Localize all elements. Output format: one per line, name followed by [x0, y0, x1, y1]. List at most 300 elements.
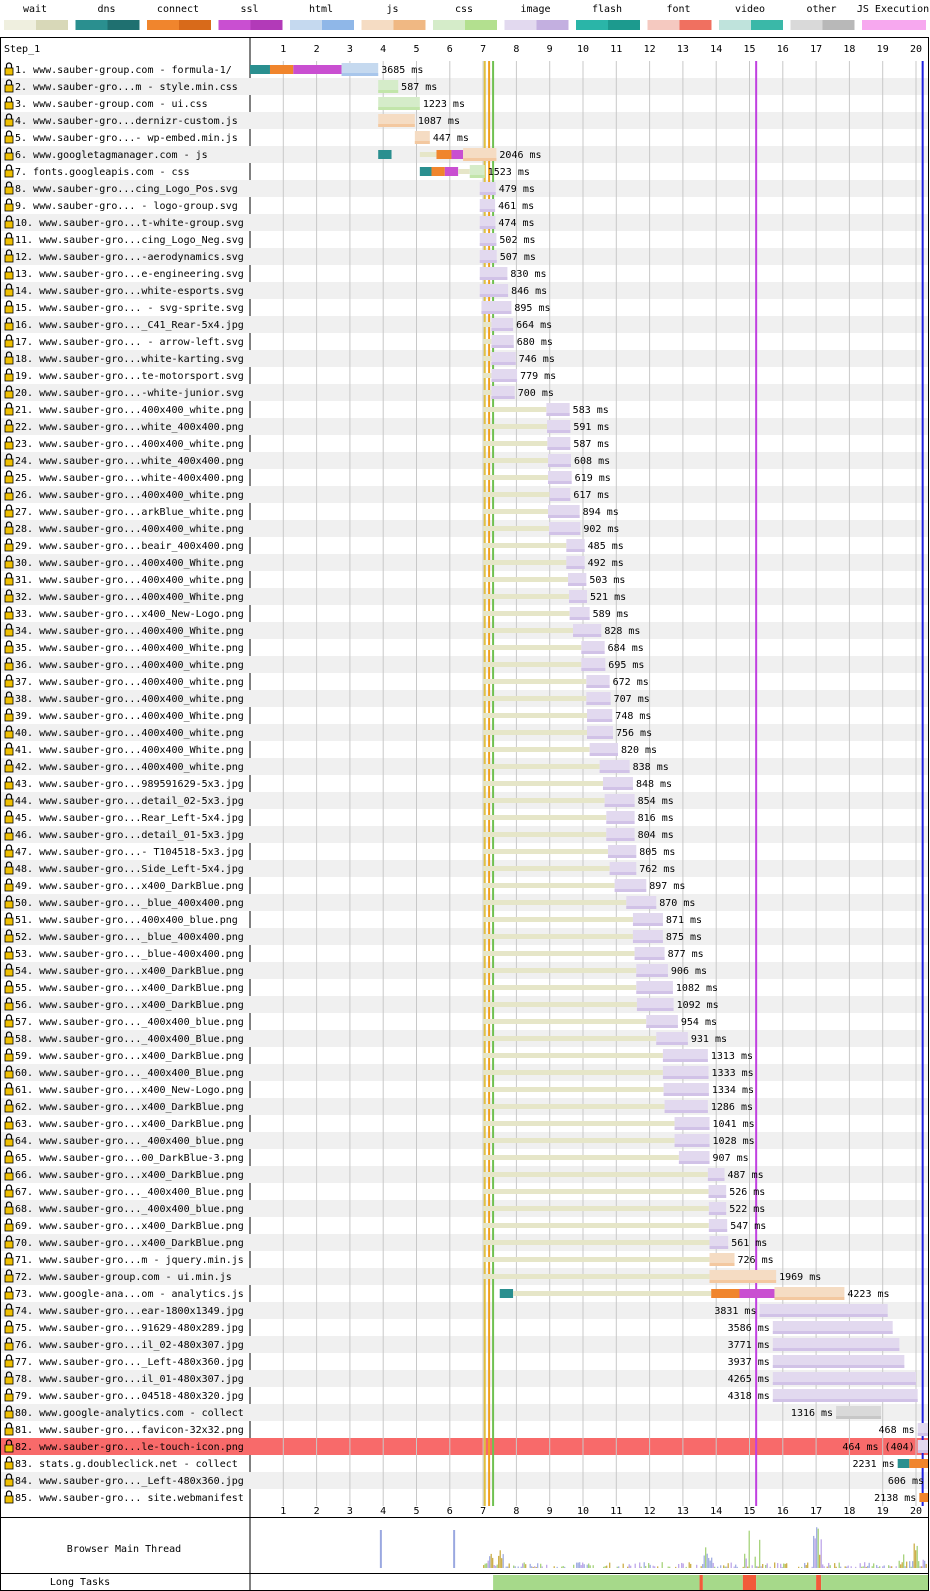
request-bar [480, 284, 547, 297]
thread-spike [644, 1562, 645, 1568]
lock-icon [5, 63, 13, 75]
bar-segment [483, 356, 491, 361]
thread-spike [728, 1563, 729, 1568]
request-label: 41. www.sauber-gro...400x400_White.png [15, 745, 244, 756]
request-label: 52. www.sauber-gro..._blue_400x400.png [15, 932, 244, 943]
duration-label: 447 ms [432, 133, 469, 144]
request-label: 82. www.sauber-gro...le-touch-icon.png [15, 1442, 244, 1453]
lock-icon [5, 1117, 13, 1129]
legend-swatch-light [505, 20, 537, 30]
bar-segment [483, 475, 548, 480]
thread-spike [681, 1563, 682, 1568]
thread-spike [864, 1562, 865, 1568]
duration-label: 695 ms [608, 660, 645, 671]
duration-label: 1223 ms [422, 99, 465, 110]
thread-spike [827, 1567, 828, 1568]
bar-segment [919, 1493, 928, 1502]
bar-segment [483, 628, 573, 633]
duration-label: 1316 ms [790, 1408, 834, 1419]
request-label: 7. fonts.googleapis.com - css [15, 167, 190, 178]
thread-spike [845, 1566, 846, 1568]
bar-segment-shade [491, 345, 513, 348]
legend-swatch-dark [751, 20, 783, 30]
bar-segment [483, 339, 491, 344]
request-label: 45. www.sauber-gro...Rear_Left-5x4.jpg [15, 813, 244, 824]
bar-segment-shade [570, 617, 590, 620]
thread-spike [518, 1566, 519, 1568]
thread-spike [912, 1561, 913, 1568]
duration-label: 4265 ms [727, 1374, 770, 1385]
bar-segment [483, 1257, 709, 1262]
request-bar [714, 1304, 887, 1317]
thread-spike [900, 1564, 901, 1568]
lock-icon [5, 1389, 13, 1401]
thread-spike [918, 1561, 919, 1568]
request-label: 16. www.sauber-gro..._C41_Rear-5x4.jpg [15, 320, 244, 331]
legend-swatch-dark [179, 20, 211, 30]
thread-spike [777, 1563, 778, 1568]
thread-spike [872, 1566, 873, 1568]
request-label: 78. www.sauber-gro...il_01-480x307.jpg [15, 1374, 244, 1385]
thread-spike [557, 1567, 558, 1568]
tick-label: 11 [610, 1506, 623, 1517]
bar-segment-shade [481, 311, 511, 314]
bar-segment-shade [463, 158, 496, 161]
duration-label: 487 ms [727, 1170, 764, 1181]
thread-spike [920, 1566, 921, 1568]
bar-segment [500, 1289, 513, 1298]
thread-spike [453, 1530, 455, 1568]
bar-segment-shade [480, 277, 508, 280]
request-bar [483, 709, 651, 722]
duration-label: 816 ms [637, 813, 674, 824]
request-bar [483, 539, 624, 552]
lock-icon [5, 913, 13, 925]
time-ticks-bottom [280, 1506, 922, 1517]
bar-segment [483, 849, 608, 854]
legend-label: css [454, 4, 474, 15]
thread-spike [860, 1563, 861, 1568]
legend-swatch-dark [894, 20, 926, 30]
lock-icon [5, 743, 13, 755]
tick-label: 7 [480, 44, 487, 55]
thread-spike [774, 1562, 775, 1568]
thread-spike [503, 1554, 504, 1568]
bar-segment-shade [480, 294, 508, 297]
thread-spike [822, 1564, 823, 1568]
tick-label: 3 [346, 44, 353, 55]
thread-spike [669, 1567, 670, 1568]
thread-spike [498, 1556, 499, 1568]
request-label: 39. www.sauber-gro...400x400_White.png [15, 711, 244, 722]
bar-segment-shade [773, 1365, 905, 1368]
tick-label: 13 [676, 44, 689, 55]
request-bar [483, 352, 555, 365]
tick-label: 17 [810, 1506, 823, 1517]
legend-swatch-light [147, 20, 179, 30]
bar-segment-shade [608, 855, 636, 858]
thread-spike [890, 1566, 891, 1568]
duration-label: 707 ms [613, 694, 650, 705]
bar-segment [513, 1291, 711, 1296]
tick-label: 8 [513, 44, 520, 55]
bar-segment-shade [600, 770, 630, 773]
tick-label: 10 [576, 44, 590, 55]
thread-spike [906, 1562, 907, 1568]
thread-spike [590, 1565, 591, 1568]
bar-segment-shade [675, 1127, 710, 1130]
bar-segment [483, 543, 566, 548]
thread-spike [744, 1554, 745, 1568]
thread-spike [678, 1564, 679, 1568]
bar-segment-shade [342, 73, 379, 76]
lock-icon [5, 1219, 13, 1231]
duration-label: 3586 ms [727, 1323, 770, 1334]
request-label: 84. www.sauber-gro..._Left-480x360.jpg [15, 1476, 244, 1487]
legend-swatch-light [862, 20, 894, 30]
request-bar [378, 97, 465, 110]
request-label: 30. www.sauber-gro...400x400_White.png [15, 558, 244, 569]
request-bar [483, 1117, 755, 1130]
tick-label: 11 [610, 44, 623, 55]
thread-spike [878, 1567, 879, 1568]
duration-label: 2231 ms [852, 1459, 895, 1470]
request-label: 54. www.sauber-gro...x400_DarkBlue.png [15, 966, 244, 977]
tick-label: 1 [280, 44, 287, 55]
thread-spike [578, 1563, 579, 1568]
request-bar [483, 471, 611, 484]
bar-segment [483, 1121, 674, 1126]
request-bar [483, 641, 644, 654]
bar-segment-shade [774, 1297, 844, 1300]
request-bar [483, 1219, 766, 1232]
thread-spike [905, 1566, 906, 1568]
bar-segment [483, 1002, 637, 1007]
bar-segment [483, 883, 615, 888]
thread-spike [884, 1565, 885, 1568]
tick-label: 18 [843, 1506, 856, 1517]
lock-icon [5, 1253, 13, 1265]
bar-segment-shade [480, 226, 496, 229]
request-label: 58. www.sauber-gro..._400x400_Blue.png [15, 1034, 244, 1045]
request-bar [483, 403, 609, 416]
request-label: 1. www.sauber-group.com - formula-1/ [15, 65, 232, 76]
bar-segment [293, 65, 341, 74]
bar-segment-shade [675, 1144, 710, 1147]
bar-segment [711, 1289, 739, 1298]
request-bar [483, 573, 625, 586]
bar-segment [483, 1138, 674, 1143]
duration-label: 591 ms [573, 422, 610, 433]
request-label: 21. www.sauber-gro...400x400_white.png [15, 405, 244, 416]
thread-spike [492, 1558, 493, 1568]
thread-spike [726, 1567, 727, 1568]
tick-label: 12 [643, 1506, 656, 1517]
request-label: 85. www.sauber-gro... site.webmanifest [15, 1493, 244, 1504]
tick-label: 7 [480, 1506, 487, 1517]
request-label: 81. www.sauber-gro...favicon-32x32.png [15, 1425, 244, 1436]
duration-label: 684 ms [607, 643, 644, 654]
long-task-block [816, 1575, 821, 1590]
tick-label: 12 [643, 44, 656, 55]
thread-spike [675, 1567, 676, 1568]
request-bar [483, 879, 685, 892]
tick-label: 3 [346, 1506, 353, 1517]
duration-label: 526 ms [729, 1187, 766, 1198]
duration-label: 895 ms [514, 303, 551, 314]
thread-spike [813, 1536, 814, 1568]
bar-segment-shade [491, 396, 514, 399]
duration-label: 828 ms [604, 626, 641, 637]
bar-segment [483, 1019, 646, 1024]
tick-label: 15 [743, 44, 756, 55]
duration-label: 461 ms [498, 201, 535, 212]
duration-label: 4223 ms [847, 1289, 890, 1300]
request-label: 36. www.sauber-gro...400x400_white.png [15, 660, 244, 671]
lock-icon [5, 267, 13, 279]
duration-label: 3771 ms [727, 1340, 770, 1351]
tick-label: 19 [876, 44, 889, 55]
bar-segment-shade [566, 549, 584, 552]
thread-spike [581, 1565, 582, 1568]
request-label: 67. www.sauber-gro..._400x400_Blue.png [15, 1187, 244, 1198]
thread-spike [846, 1567, 847, 1568]
legend-swatch-light [576, 20, 608, 30]
bar-segment-shade [918, 1433, 928, 1436]
thread-spike [584, 1564, 585, 1568]
bar-segment-shade [548, 464, 571, 467]
thread-spike [807, 1563, 808, 1568]
thread-spike [780, 1564, 781, 1568]
bar-segment-shade [636, 974, 668, 977]
bar-segment [483, 985, 636, 990]
request-label: 37. www.sauber-gro...400x400_white.png [15, 677, 244, 688]
bar-segment-shade [665, 1110, 708, 1113]
duration-label: 464 ms (404) [842, 1442, 915, 1453]
lock-icon [5, 539, 13, 551]
request-label: 61. www.sauber-gro...x400_New-Logo.png [15, 1085, 244, 1096]
request-bar [483, 369, 556, 382]
bar-segment [483, 900, 626, 905]
thread-spike [851, 1566, 852, 1568]
request-bar [483, 743, 657, 756]
duration-label: 838 ms [632, 762, 669, 773]
bar-segment [483, 492, 550, 497]
request-label: 72. www.sauber-group.com - ui.min.js [15, 1272, 232, 1283]
tick-label: 1 [280, 1506, 287, 1517]
bar-segment-shade [656, 1042, 688, 1045]
bar-segment-shade [773, 1331, 893, 1334]
request-bar [483, 1253, 774, 1266]
thread-spike [696, 1565, 697, 1568]
bar-segment [483, 560, 566, 565]
long-task-block [700, 1575, 703, 1590]
bar-segment-shade [547, 447, 570, 450]
thread-spike [525, 1564, 526, 1568]
thread-spike [816, 1527, 817, 1568]
step-label: Step_1 [4, 44, 41, 55]
bar-segment [483, 458, 548, 463]
bar-segment [483, 968, 636, 973]
request-label: 51. www.sauber-gro...400x400_blue.png [15, 915, 238, 926]
thread-spike [903, 1554, 904, 1568]
bar-segment-shade [550, 498, 571, 501]
thread-spike [879, 1566, 880, 1568]
legend-swatch-dark [680, 20, 712, 30]
request-label: 56. www.sauber-gro...x400_DarkBlue.png [15, 1000, 244, 1011]
thread-spike [873, 1563, 874, 1568]
request-label: 28. www.sauber-gro...400x400_white.png [15, 524, 244, 535]
legend-swatch-light [4, 20, 36, 30]
duration-label: 830 ms [510, 269, 547, 280]
thread-spike [798, 1567, 799, 1568]
tick-label: 13 [676, 1506, 689, 1517]
bar-segment-shade [646, 1025, 678, 1028]
thread-spike [704, 1556, 705, 1568]
bar-segment-shade [836, 1416, 881, 1419]
request-label: 15. www.sauber-gro... - svg-sprite.svg [15, 303, 244, 314]
thread-spike [630, 1566, 631, 1568]
request-label: 49. www.sauber-gro...x400_DarkBlue.png [15, 881, 244, 892]
thread-spike [834, 1563, 835, 1568]
tick-label: 5 [413, 44, 420, 55]
tick-label: 10 [576, 1506, 590, 1517]
thread-spike [801, 1567, 802, 1568]
thread-spike [690, 1564, 691, 1568]
duration-label: 1286 ms [710, 1102, 754, 1113]
browser-main-thread-label: Browser Main Thread [66, 1544, 182, 1555]
lock-icon [5, 471, 13, 483]
tick-label: 2 [313, 44, 320, 55]
legend-swatch-dark [537, 20, 569, 30]
duration-label: 1041 ms [712, 1119, 755, 1130]
request-label: 74. www.sauber-gro...ear-1800x1349.jpg [15, 1306, 244, 1317]
thread-spike [911, 1567, 912, 1568]
thread-spike [914, 1544, 915, 1568]
thread-spike [639, 1562, 640, 1568]
thread-spike [683, 1563, 684, 1568]
thread-spike [635, 1564, 636, 1568]
request-label: 77. www.sauber-gro..._Left-480x360.jpg [15, 1357, 244, 1368]
bar-segment-shade [548, 515, 580, 518]
legend-label: js [386, 4, 399, 15]
bar-segment [483, 611, 570, 616]
thread-spike [765, 1565, 766, 1568]
thread-spike [821, 1539, 822, 1568]
bar-segment-shade [679, 1161, 710, 1164]
legend-swatch-dark [251, 20, 283, 30]
thread-spike [761, 1566, 762, 1568]
request-bar [415, 131, 469, 144]
thread-spike [522, 1563, 523, 1568]
bar-segment [483, 1189, 708, 1194]
thread-spike [657, 1566, 658, 1568]
request-label: 9. www.sauber-gro... - logo-group.svg [15, 201, 238, 212]
bar-segment [483, 577, 568, 582]
request-bar [483, 607, 629, 620]
request-label: 65. www.sauber-gro...00_DarkBlue-3.png [15, 1153, 244, 1164]
duration-label: 3831 ms [714, 1306, 757, 1317]
thread-spike [915, 1550, 916, 1568]
duration-label: 561 ms [731, 1238, 768, 1249]
thread-spike [830, 1565, 831, 1568]
legend-swatch-light [290, 20, 322, 30]
lock-icon [5, 1321, 13, 1333]
thread-spike [495, 1566, 496, 1568]
duration-label: 619 ms [574, 473, 611, 484]
thread-spike [524, 1562, 525, 1568]
long-tasks-label: Long Tasks [49, 1577, 111, 1588]
bar-segment [483, 1053, 663, 1058]
tick-label: 20 [909, 44, 923, 55]
duration-label: 748 ms [615, 711, 652, 722]
request-label: 80. www.google-analytics.com - collect [15, 1408, 244, 1419]
bar-segment [483, 832, 606, 837]
request-label: 76. www.sauber-gro...il_02-480x307.jpg [15, 1340, 244, 1351]
thread-spike [710, 1561, 711, 1568]
bar-segment-shade [566, 566, 584, 569]
duration-label: 902 ms [583, 524, 620, 535]
bar-segment-shade [573, 634, 601, 637]
lock-icon [5, 879, 13, 891]
thread-spike [926, 1564, 927, 1568]
bar-segment [483, 951, 635, 956]
bar-segment-shade [710, 1280, 777, 1283]
bar-segment [420, 167, 432, 176]
thread-spike [689, 1562, 690, 1568]
thread-spike [488, 1561, 489, 1568]
bar-segment-shade [626, 906, 656, 909]
thread-spike [486, 1563, 487, 1568]
request-bar [480, 267, 547, 280]
bar-segment-shade [709, 1195, 727, 1198]
request-label: 53. www.sauber-gro..._blue-400x400.png [15, 949, 244, 960]
thread-spike [380, 1530, 382, 1568]
lock-icon [5, 1491, 13, 1503]
request-label: 6. www.googletagmanager.com - js [15, 150, 208, 161]
duration-label: 583 ms [572, 405, 609, 416]
bar-segment-shade [710, 1246, 729, 1249]
bar-segment-shade [415, 141, 430, 144]
duration-label: 587 ms [401, 82, 438, 93]
thread-spike [867, 1566, 868, 1568]
duration-label: 587 ms [573, 439, 610, 450]
duration-label: 547 ms [730, 1221, 767, 1232]
thread-spike [909, 1561, 910, 1568]
request-label: 70. www.sauber-gro...x400_DarkBlue.png [15, 1238, 244, 1249]
duration-label: 848 ms [635, 779, 673, 790]
tick-label: 19 [876, 1506, 889, 1517]
request-label: 75. www.sauber-gro...91629-480x289.jpg [15, 1323, 244, 1334]
thread-spike [507, 1567, 508, 1568]
bar-segment-shade [663, 1076, 709, 1079]
legend-label: image [520, 4, 551, 15]
long-task-block [493, 1575, 699, 1590]
duration-label: 906 ms [670, 966, 708, 977]
thread-spike [737, 1567, 738, 1568]
request-bar [378, 114, 460, 127]
duration-label: 485 ms [587, 541, 624, 552]
thread-spike [650, 1565, 651, 1568]
duration-label: 756 ms [615, 728, 653, 739]
thread-spike [705, 1547, 706, 1568]
lock-icon [5, 1423, 13, 1435]
lock-icon [5, 1287, 13, 1299]
thread-spike [509, 1563, 510, 1568]
bar-segment-shade [549, 532, 580, 535]
duration-label: 608 ms [574, 456, 611, 467]
thread-spike [818, 1529, 819, 1568]
